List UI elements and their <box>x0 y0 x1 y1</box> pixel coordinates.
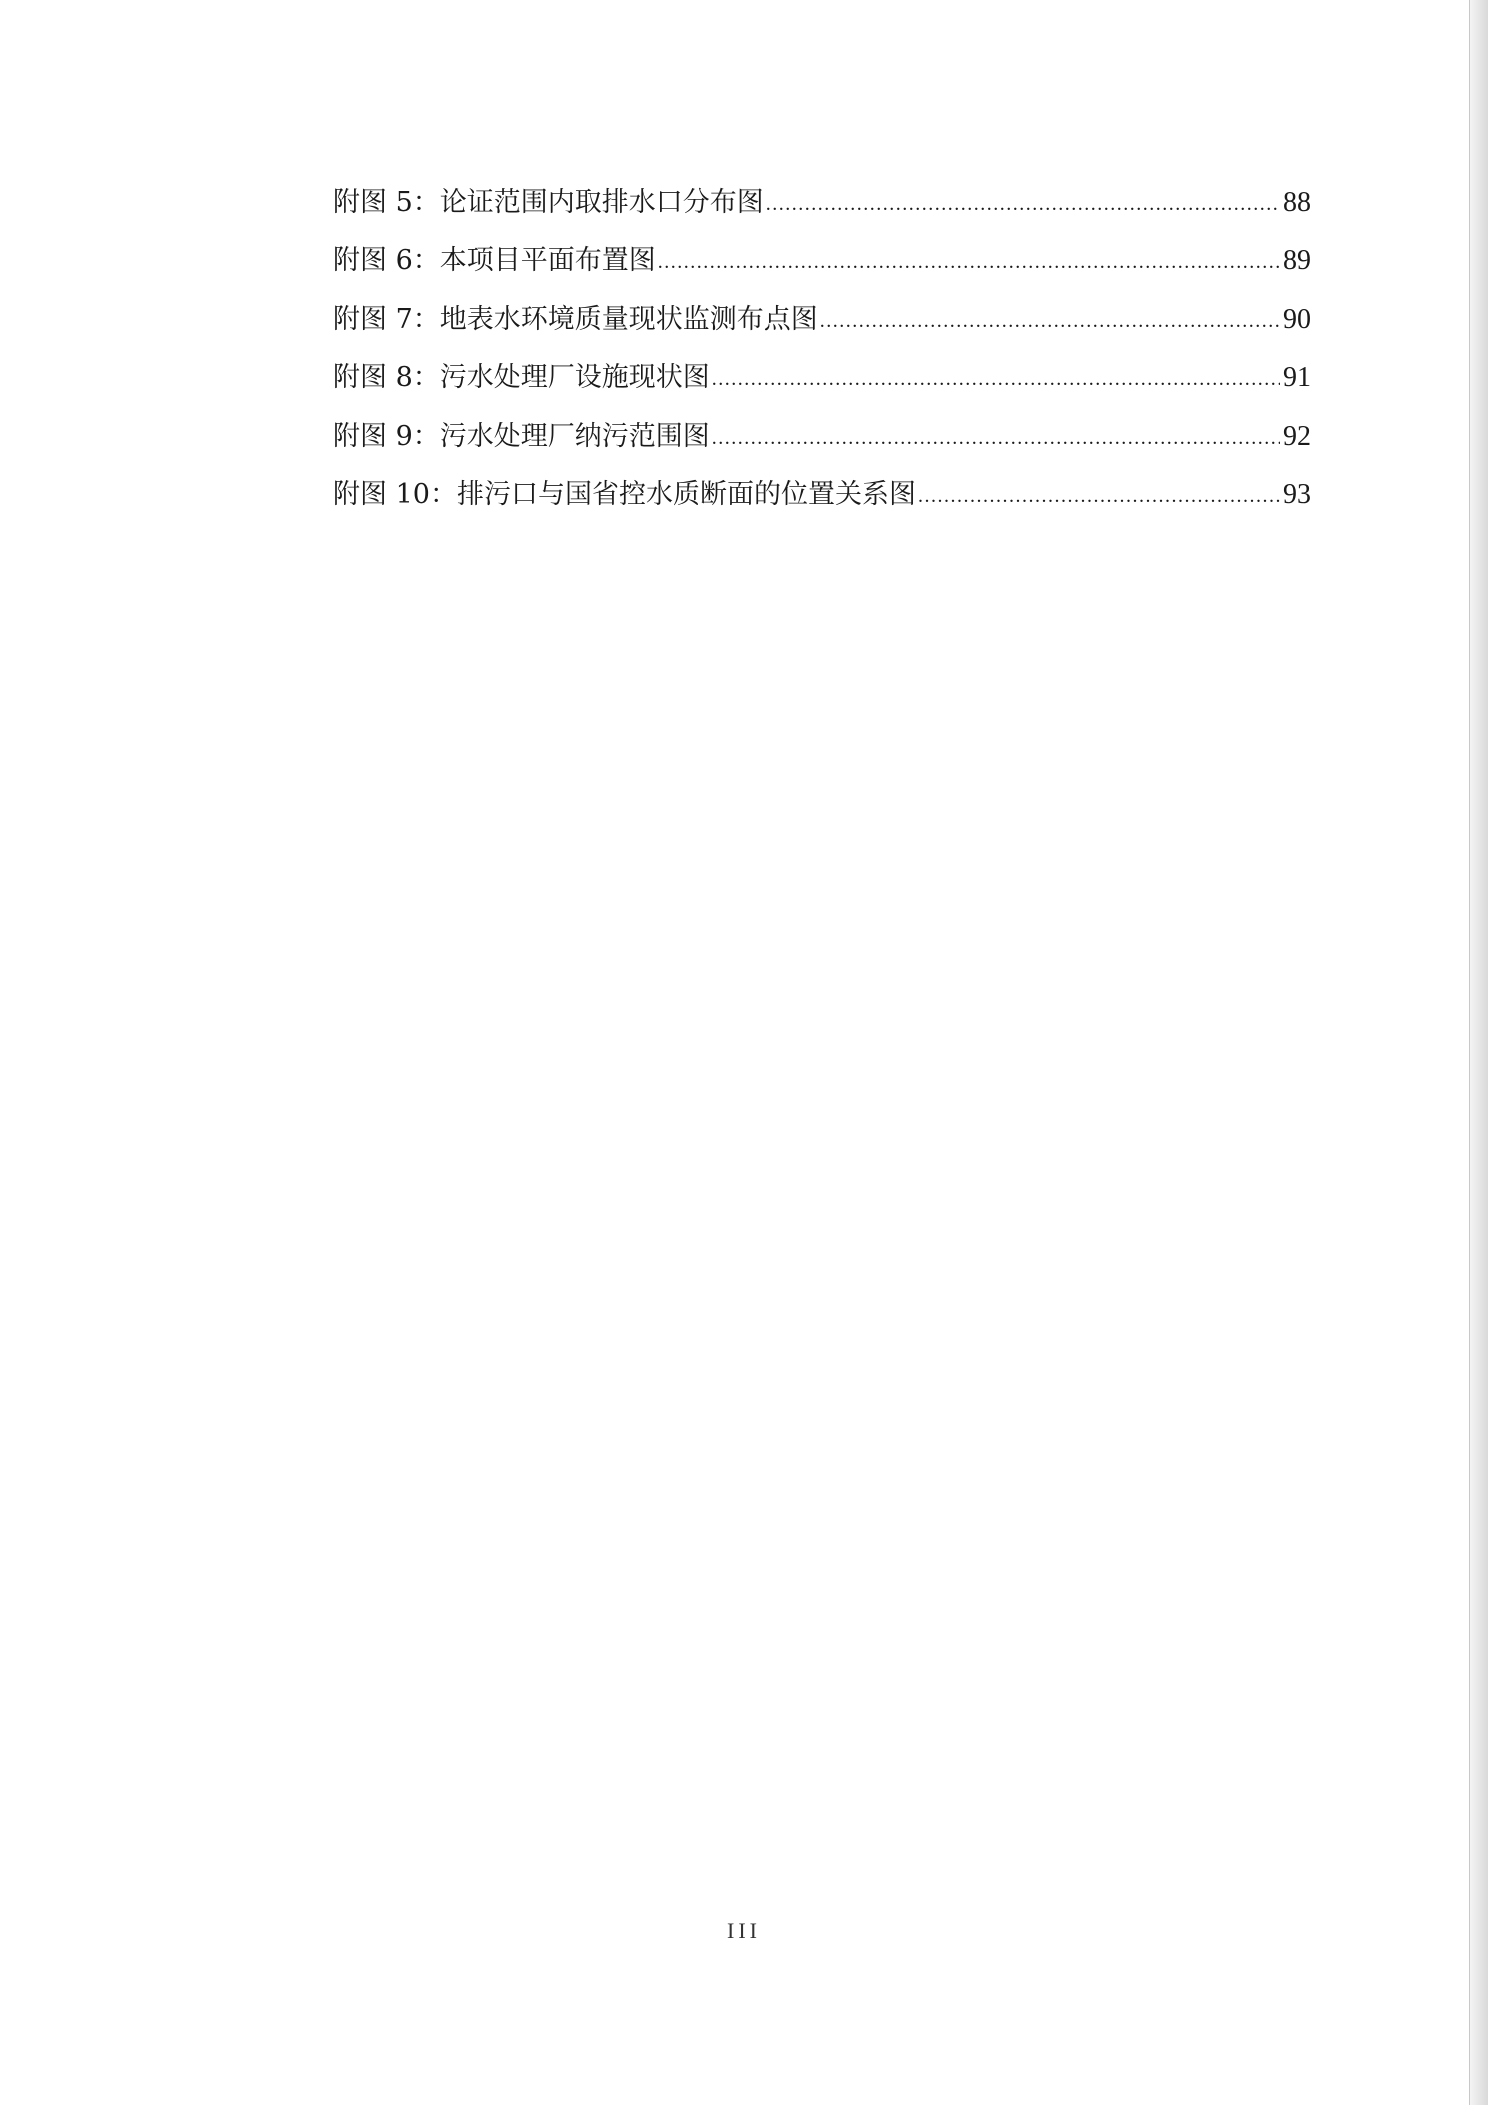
toc-entry-label: 附图 9：污水处理厂纳污范围图 <box>333 420 710 452</box>
toc-entry-page: 92 <box>1283 420 1311 452</box>
toc-dot-leader <box>918 467 1280 525</box>
toc-entry-page: 89 <box>1283 245 1311 277</box>
toc-entry[interactable] <box>333 174 1311 232</box>
table-of-figures <box>333 174 1311 524</box>
toc-entry-label: 附图 6：本项目平面布置图 <box>333 245 656 277</box>
toc-entry-page: 90 <box>1283 303 1311 335</box>
toc-entry-label: 附图 10：排污口与国省控水质断面的位置关系图 <box>333 478 916 510</box>
toc-entry-label: 附图 8：污水处理厂设施现状图 <box>333 362 710 394</box>
toc-entry[interactable] <box>333 291 1311 349</box>
toc-entry-label: 附图 5：论证范围内取排水口分布图 <box>333 187 764 218</box>
toc-entry-page: 88 <box>1283 187 1311 218</box>
toc-entry[interactable] <box>333 408 1311 466</box>
toc-entry-page: 93 <box>1283 478 1311 510</box>
toc-entry[interactable] <box>333 466 1311 524</box>
toc-dot-leader <box>766 175 1280 233</box>
toc-entry-page: 91 <box>1283 362 1311 394</box>
toc-dot-leader <box>658 233 1280 291</box>
page-edge <box>1469 0 1488 2105</box>
page-number: III <box>727 1918 761 1943</box>
toc-dot-leader <box>820 292 1280 350</box>
toc-dot-leader <box>712 409 1280 467</box>
toc-entry[interactable] <box>333 232 1311 290</box>
toc-dot-leader <box>712 350 1280 408</box>
toc-entry[interactable] <box>333 349 1311 407</box>
toc-entry-label: 附图 7：地表水环境质量现状监测布点图 <box>333 303 818 335</box>
